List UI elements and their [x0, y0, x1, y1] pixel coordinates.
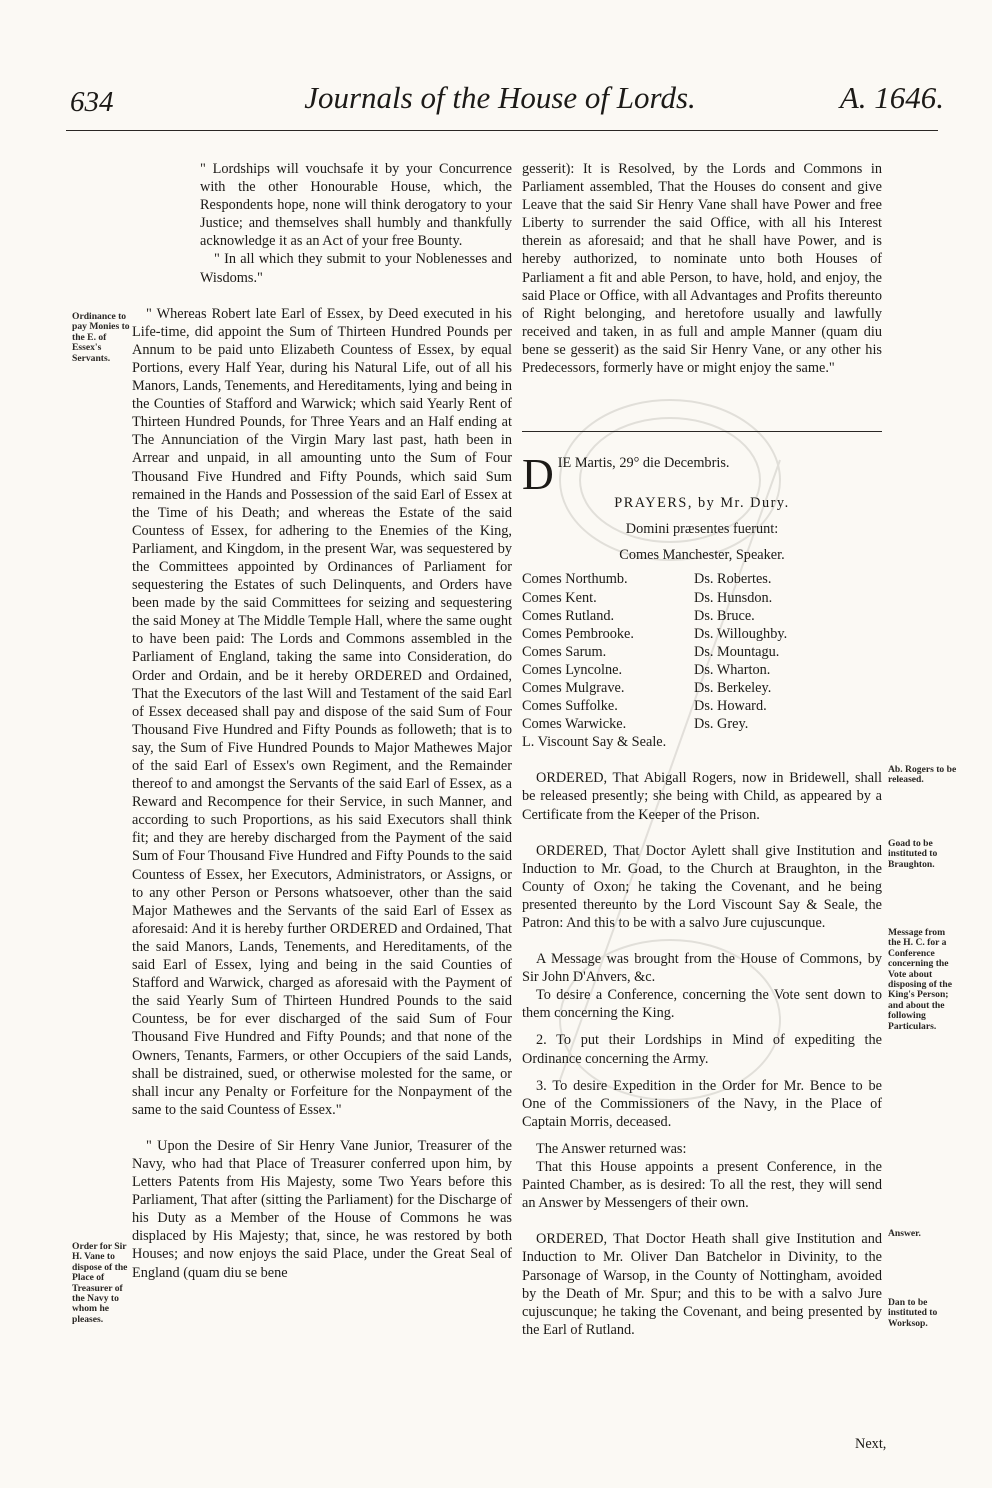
dominus-entry: Ds. Hunsdon. — [694, 589, 773, 606]
resolution-vane: gesserit): It is Resolved, by the Lords and Commons in Parliament assembled, That the Houses do consent and give Leave that the said Sir Henry Vane shall have Power and free Liberty to surrender the said Office, with all his Interest therein as aforesaid; and that he shall have Power, and is hereby authorized, to nominate unto both Houses of Parliament a fit and able Person, to have, hold, and enjoy, the said Place or Office, with all Advantages and Profits thereunto of Right belonging, and heretofore usually and lawfully received and taken, in as full and ample Manner (quam diu bene se gesserit) as the said Sir Henry Vane, or any other his Predecessors, formerly have or might enjoy the same." — [522, 161, 882, 377]
comes-entry: Comes Kent. — [522, 589, 597, 606]
comes-entry: Comes Pembrooke. — [522, 625, 634, 642]
margin-note-answer: Answer. — [888, 1228, 921, 1239]
order-dan: ORDERED, That Doctor Heath shall give Institution and Induction to Mr. Oliver Dan Batchelor in Divinity, to the Parsonage of Warsop, in the County of Nottingham, avoided by the Death of Mr. Spur; and this to be with a salvo Jure cujuscunque; he taking the Covenant, and being presented by the Earl of Rutland. — [522, 1231, 882, 1338]
petition-close: " In all which they submit to your Noblenesses and Wisdoms." — [200, 251, 512, 286]
date-line: IE Martis, 29° die Decembris. — [557, 455, 730, 472]
dominus-entry: Ds. Howard. — [694, 698, 767, 715]
order-vane: " Upon the Desire of Sir Henry Vane Junior, Treasurer of the Navy, who had that Place of Treasurer conferred upon him, by Letters Patents from His Majesty, some Two Years before this Parliament, That after (sitting the Parliament) for the Discharge of his Duty as a Member of the House of Commons he was displaced by His Majesty; that, since, he was restored by both Houses; and now enjoys the said Place, under the Great Seal of England (quam diu se bene — [132, 1137, 512, 1281]
comes-entry: Comes Lyncolne. — [522, 661, 623, 678]
year: A. 1646. — [839, 80, 944, 115]
message-commons: A Message was brought from the House of Commons, by Sir John D'Anvers, &c. — [522, 951, 882, 986]
dominus-entry: Ds. Berkeley. — [694, 679, 772, 696]
message-item-3: 3. To desire Expedition in the Order for Mr. Bence to be One of the Commissioners of the Navy, in the Place of Captain Morris, deceased. — [522, 1077, 882, 1130]
dominus-entry: Ds. Willoughby. — [694, 625, 788, 642]
right-column — [522, 160, 882, 1339]
comes-entry: Comes Suffolke. — [522, 698, 618, 715]
message-item-1: To desire a Conference, concerning the Vote sent down to them concerning the King. — [522, 987, 882, 1022]
answer-text: That this House appoints a present Conference, in the Painted Chamber, as is desired: To all the rest, they will send an Answer by Messengers of their own. — [522, 1159, 882, 1212]
dominus-entry: Ds. Robertes. — [694, 571, 772, 588]
catchword: Next, — [855, 1436, 887, 1452]
comes-entry: Comes Northumb. — [522, 571, 628, 588]
dominus-entry: Ds. Wharton. — [694, 661, 771, 678]
comes-entry: Comes Rutland. — [522, 607, 615, 624]
attendance-list — [522, 570, 882, 733]
prayers-line: PRAYERS, by Mr. Dury. — [614, 495, 790, 512]
viscount-line: L. Viscount Say & Seale. — [522, 734, 667, 751]
section-rule — [522, 431, 882, 432]
order-rogers: ORDERED, That Abigall Rogers, now in Bridewell, shall be released presently; she being with Child, as appeared by a Certificate from the Keeper of the Prison. — [522, 770, 882, 823]
comes-entry: Comes Sarum. — [522, 643, 607, 660]
answer-heading: The Answer returned was: — [536, 1140, 687, 1157]
day-heading — [522, 450, 882, 500]
dominus-entry: Ds. Mountagu. — [694, 643, 780, 660]
message-item-2: 2. To put their Lordships in Mind of expediting the Ordinance concerning the Army. — [522, 1032, 882, 1067]
order-goad: ORDERED, That Doctor Aylett shall give Institution and Induction to Mr. Goad, to the Church at Braughton, in the County of Oxon; he taking the Covenant, and he being presented thereunto by the Lord Viscount Say & Seale, the Patron: And this to be with a salvo Jure cujuscunque. — [522, 842, 882, 931]
page-number: 634 — [70, 86, 114, 118]
drop-cap: D — [522, 450, 554, 500]
margin-note-ordinance: Ordinance to pay Monies to the E. of Essex's Servants. — [72, 311, 130, 364]
running-title: Journals of the House of Lords. — [304, 80, 696, 115]
dominus-entry: Ds. Bruce. — [694, 607, 755, 624]
comes-entry: Comes Mulgrave. — [522, 679, 625, 696]
page-header — [0, 80, 992, 120]
left-column — [132, 160, 512, 1282]
margin-note-goad: Goad to be instituted to Braughton. — [888, 838, 938, 870]
header-rule — [66, 130, 938, 131]
speaker-line: Comes Manchester, Speaker. — [619, 547, 785, 564]
comes-entry: Comes Warwicke. — [522, 716, 627, 733]
margin-note-dan: Dan to be instituted to Worksop. — [888, 1297, 938, 1329]
petition-end: " Lordships will vouchsafe it by your Concurrence with the other Honourable House, which, the Respondents hope, none will think derogatory to your Justice; and themselves shall humbly and thankfully acknowledge it as an Act of your free Bounty. — [200, 161, 512, 250]
present-line: Domini præsentes fuerunt: — [625, 521, 779, 538]
dominus-entry: Ds. Grey. — [694, 716, 749, 733]
ordinance-essex: " Whereas Robert late Earl of Essex, by Deed executed in his Life-time, did appoint the Sum of Thirteen Hundred Pounds per Annum to be paid unto Elizabeth Countess of Essex, by equal Portions, every Half Year, during his Natural Life, out of all his Manors, Lands, Tenements, and Hereditaments, lying and being in the Counties of Stafford and Warwick; which said Yearly Rent of Thirteen Hundred Pounds, for Three Years and an Half ending at The Annunciation of the Virgin Mary last past, hath been in Arrear and unpaid, in all amounting unto the Sum of Four Thousand Five Hundred and Fifty Pounds, which said Sum remained in the Hands and Possession of the said Earl of Essex at the Time of his Death; and whereas the Estate of the said Countess of Essex, for adhering to the Enemies of the King, Parliament, and Kingdom, in the present War, was sequestered by the Committees appointed by Ordinances of Parliament for sequestering the Estates of such Delinquents, and Orders have been made by the said Committees for seizing and sequestering the said Money at The Middle Temple Hall, where the same ought to have been paid: The Lords and Commons assembled in the Parliament of England, taking the same into Consideration, do Order and Ordain, and be it hereby ORDERED and Ordained, That the Executors of the last Will and Testament of the said Earl of Essex deceased shall pay and dispose of the said Sum of Four Thousand Five Hundred and Fifty Pounds as followeth; that is to say, the Sum of Five Hundred Pounds to Major Mathewes Major of the said Earl of Essex's own Regiment, and the Remainder thereof to and amongst the Servants of the said Earl of Essex, as a Reward and Recompence for their Service, in such Manner, and according to such Proportions, as his said Executors shall think fit; and they are hereby discharged from the Payment of the said Sum of Four Thousand Five Hundred and Fifty Pounds to the said Countess of Essex, her Executors, Administrators, or Assigns, or to any other Person or Persons whatsoever, other than the said Major Mathewes and the Servants of the said Earl of Essex as aforesaid: And it is hereby further ORDERED and Ordained, That the said Manors, Lands, Tenements, and Hereditaments, of the said Earl of Essex, lying and being in the said Counties of Stafford and Warwick, charged as aforesaid with the Payment of the said Yearly Sum of Thirteen Hundred Pounds to the said Countess, be for ever discharged of the said Sum of Four Thousand Five Hundred and Fifty Pounds; and that none of the Owners, Tenants, Farmers, or other Occupiers of the said Lands, shall be distrained, sued, or otherwise molested for the same, or shall incur any Penalty or Forfeiture for the Nonpayment of the same to the said Countess of Essex." — [132, 305, 512, 1118]
margin-note-rogers: Ab. Rogers to be released. — [888, 764, 957, 786]
margin-note-message: Message from the H. C. for a Conference concerning the Vote about disposing of the King's Person; and about the following Particulars. — [888, 927, 952, 1032]
margin-note-vane: Order for Sir H. Vane to dispose of the Place of Treasurer of the Navy to whom he pleases. — [72, 1241, 128, 1325]
